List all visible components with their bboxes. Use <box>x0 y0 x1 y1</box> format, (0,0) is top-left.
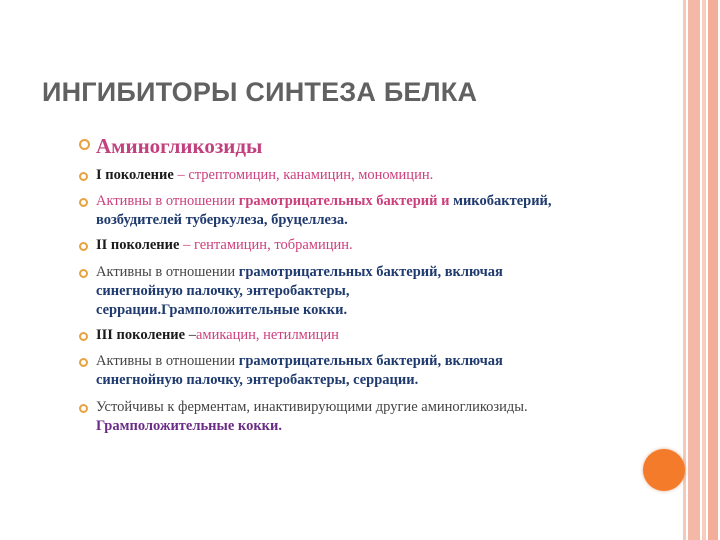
activity-line <box>96 263 503 282</box>
bullet-icon <box>79 139 90 150</box>
drug-list: гентамицин, тобрамицин. <box>193 237 353 253</box>
bacteria-group: грамотрицательных бактерий и <box>238 193 454 209</box>
activity-line <box>96 352 503 371</box>
bullet-icon <box>79 404 88 413</box>
decorative-circle <box>643 449 685 491</box>
bullet-icon <box>79 172 88 181</box>
decorative-stripe <box>688 0 700 540</box>
activity-line: возбудителей туберкулеза, бруцеллеза. <box>96 212 348 228</box>
activity-line: синегнойную палочку, энтеробактеры, серрации. <box>96 372 419 388</box>
resistance-line: Грамположительные кокки. <box>96 418 283 434</box>
bullet-icon <box>79 198 88 207</box>
drug-list: амикацин, нетилмицин <box>195 327 339 343</box>
generation-label: I поколение <box>96 167 174 183</box>
bullet-icon <box>79 242 88 251</box>
drug-list: стрептомицин, канамицин, мономицин. <box>188 167 434 183</box>
activity-line: серрации.Грамположительные кокки. <box>96 302 348 318</box>
activity-prefix: Активны в отношении <box>96 193 239 209</box>
generation-2-line <box>96 236 353 255</box>
bullet-icon <box>79 358 88 367</box>
bacteria-group: грамотрицательных бактерий, включая <box>238 353 503 369</box>
slide-title: ИНГИБИТОРЫ СИНТЕЗА БЕЛКА <box>42 77 478 107</box>
activity-prefix: Активны в отношении <box>96 264 239 280</box>
decorative-stripe <box>683 0 686 540</box>
decorative-stripe <box>708 0 718 540</box>
dash: – <box>185 327 196 343</box>
generation-3-line <box>96 326 339 345</box>
decorative-stripe <box>702 0 706 540</box>
bullet-icon <box>79 269 88 278</box>
dash: – <box>179 237 194 253</box>
generation-label: III поколение <box>96 327 186 343</box>
generation-1-line <box>96 166 433 185</box>
bullet-icon <box>79 332 88 341</box>
generation-label: II поколение <box>96 237 180 253</box>
section-heading: Аминогликозиды <box>96 134 263 158</box>
activity-line: синегнойную палочку, энтеробактеры, <box>96 283 350 299</box>
activity-prefix: Активны в отношении <box>96 353 239 369</box>
dash: – <box>173 167 189 183</box>
activity-line <box>96 192 552 211</box>
bacteria-group: микобактерий, <box>453 193 552 209</box>
resistance-line: Устойчивы к ферментам, инактивирующими другие аминогликозиды. <box>96 399 528 415</box>
bacteria-group: грамотрицательных бактерий, включая <box>238 264 503 280</box>
